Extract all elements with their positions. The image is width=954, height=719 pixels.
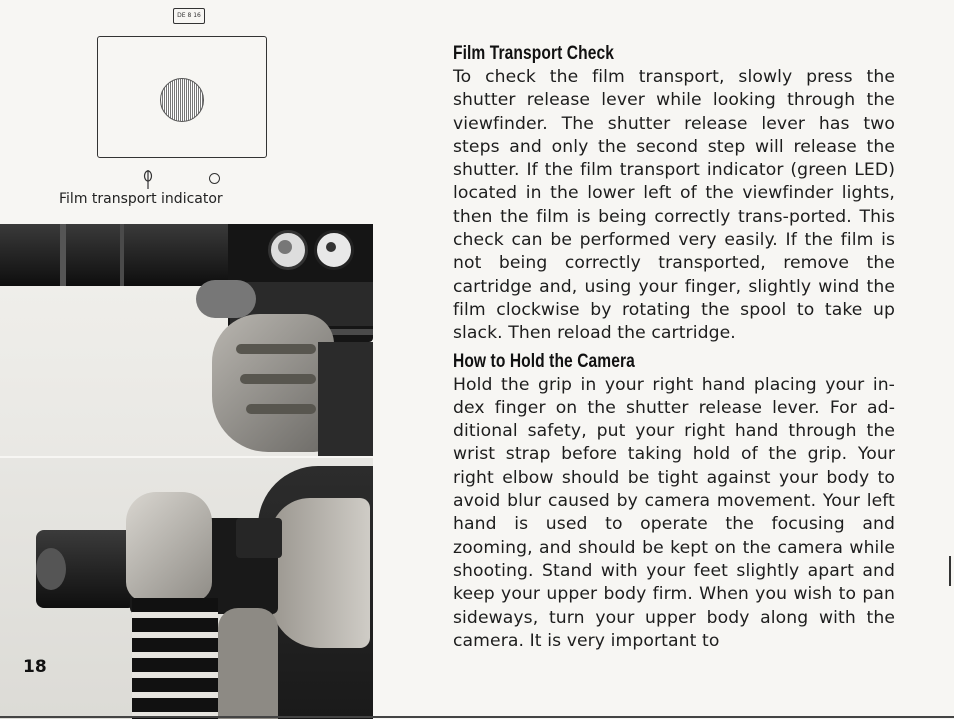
page-number: 18 <box>23 657 47 677</box>
led-indicator-icon <box>140 168 156 190</box>
text-column <box>453 42 895 653</box>
page-edge-mark <box>949 556 951 586</box>
photo-man-filming <box>0 458 373 719</box>
page-bottom-edge <box>0 716 954 718</box>
section-heading-hold-camera: How to Hold the Camera <box>453 350 635 372</box>
section-body-hold-camera: Hold the grip in your right hand placing your in-dex finger on the shutter release lever. For ad-ditional safety, put your right hand through the wrist strap before taking hold of the grip. Your right elbow should be tight against your body to avoid blur caused by camera movement. Your left hand is used to operate the focusing and zooming, and should be kept on the camera while shooting. Stand with your feet slightly apart and keep your upper body firm. When you wish to pan sideways, turn your upper body along with the camera. It is very important to <box>453 374 895 651</box>
viewfinder-top-marking: DE 8 16 <box>173 8 205 24</box>
viewfinder-frame <box>97 36 267 158</box>
section-body-film-transport: To check the film transport, slowly press the shutter release lever while looking through the viewfinder. The shutter release lever has two steps and only the second step will release the shutter. If the film transport indicator (green LED) located in the lower left of the viewfinder lights, then the film is being correctly trans-ported. This check can be performed very easily. If the film is not being correctly transported, remove the cartridge and, using your finger, slightly wind the film clockwise by rotating the spool to take up slack. Then reload the cartridge. <box>453 67 895 344</box>
section-heading-film-transport: Film Transport Check <box>453 43 614 64</box>
focusing-circle <box>160 78 204 122</box>
photo-hand-on-grip <box>0 224 373 456</box>
diagram-caption: Film transport indicator <box>59 191 223 207</box>
indicator-circle-icon <box>209 173 220 184</box>
